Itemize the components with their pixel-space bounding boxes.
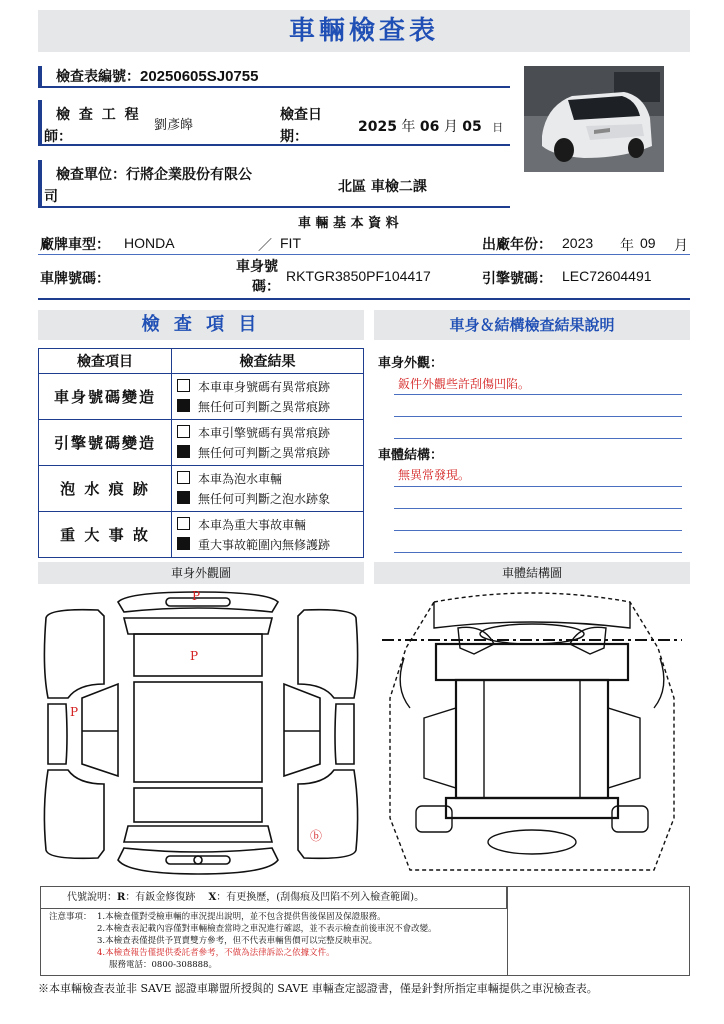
month-unit: 月 — [674, 237, 688, 253]
report-no-label: 檢查表編號： — [56, 69, 140, 85]
legend-x-key: X — [208, 892, 217, 903]
option-text: 本車引擎號碼有異常痕跡 — [198, 425, 331, 440]
report-no-row — [38, 66, 510, 88]
inspector-label-1: 檢 查 工 程 — [56, 107, 141, 123]
check-heading: 檢 查 項 目 — [38, 310, 364, 340]
note-item: 4.本檢查報告僅提供委託者參考，不做為法律訴訟之依據文件。 — [97, 948, 335, 958]
option-text: 本車車身號碼有異常痕跡 — [198, 379, 331, 394]
check-item-name: 車身號碼變造 — [39, 374, 172, 420]
note-line — [394, 416, 682, 417]
brand-label: 廠牌車型： — [40, 237, 110, 253]
option-text: 本車為泡水車輛 — [198, 471, 283, 486]
notes-label: 注意事項： — [49, 912, 92, 922]
check-row — [39, 374, 364, 420]
check-option[interactable] — [173, 535, 362, 555]
damage-mark: ⓑ — [310, 829, 323, 843]
unit-value-1: 行將企業股份有限公 — [126, 167, 252, 183]
check-row — [39, 512, 364, 558]
plate-label: 車牌號碼： — [40, 271, 110, 287]
brand-value: HONDA — [124, 235, 175, 251]
date-year: 2025 — [358, 119, 397, 135]
note-item: 3.本檢查表僅提供予買賣雙方參考，但不代表車輛售價可以完整反映車況。 — [97, 936, 378, 946]
check-item-name: 重 大 事 故 — [39, 512, 172, 558]
note-line — [394, 508, 682, 509]
structure-note: 無異常發現。 — [398, 468, 471, 482]
check-row — [39, 420, 364, 466]
engine-label: 引擎號碼： — [482, 271, 552, 287]
vin-value: RKTGR3850PF104417 — [286, 268, 431, 284]
model-sep: ／ — [258, 237, 272, 253]
check-option[interactable] — [173, 443, 362, 463]
exterior-diagram-title: 車身外觀圖 — [38, 562, 364, 584]
option-text: 無任何可判斷之異常痕跡 — [198, 399, 331, 414]
check-item-name: 泡 水 痕 跡 — [39, 466, 172, 512]
car-photo — [524, 66, 664, 172]
unit-value-2: 司 — [44, 189, 58, 205]
brand-row — [38, 232, 690, 255]
checkbox-checked[interactable] — [177, 399, 190, 412]
check-option[interactable] — [173, 515, 362, 535]
unit-branch: 北區 車檢二課 — [338, 179, 427, 195]
checkbox-empty[interactable] — [177, 379, 190, 392]
structure-diagram — [374, 588, 690, 880]
inspect-date — [358, 116, 503, 136]
option-text: 重大事故範圍內無修護跡 — [198, 537, 331, 552]
unit-row — [38, 160, 510, 208]
result-heading: 車身＆結構檢查結果說明 — [374, 310, 690, 340]
check-table — [38, 348, 364, 558]
notes-divider — [507, 887, 508, 975]
check-option[interactable] — [173, 489, 362, 509]
page-title: 車輛檢查表 — [288, 16, 439, 46]
note-line — [394, 394, 682, 395]
note-item: 1.本檢查僅對受檢車輛的車況提出說明，並不包含提供售後保固及保證服務。 — [97, 912, 386, 922]
option-text: 本車為重大事故車輛 — [198, 517, 307, 532]
unit-label-line — [56, 164, 252, 184]
legend-r-key: R — [117, 892, 126, 903]
note-line — [394, 486, 682, 487]
check-row — [39, 466, 364, 512]
structure-diagram-title: 車體結構圖 — [374, 562, 690, 584]
check-option[interactable] — [173, 397, 362, 417]
damage-mark: P — [70, 705, 79, 719]
legend-row — [41, 887, 507, 909]
legend-r-text: ：有鈑金修復跡 — [125, 892, 196, 903]
check-option[interactable] — [173, 377, 362, 397]
exterior-label: 車身外觀： — [378, 356, 444, 371]
inspector-row — [38, 100, 510, 146]
service-phone: 服務電話：0800-308888。 — [109, 960, 217, 970]
check-table-header — [39, 349, 364, 374]
unit-label: 檢查單位： — [56, 167, 126, 183]
engine-value: LEC72604491 — [562, 268, 652, 284]
date-month: 06 — [419, 119, 440, 135]
check-item-result — [172, 374, 364, 420]
checkbox-empty[interactable] — [177, 425, 190, 438]
check-item-result — [172, 420, 364, 466]
damage-mark: P — [192, 589, 201, 603]
check-item-result — [172, 512, 364, 558]
structure-label: 車體結構： — [378, 448, 444, 463]
date-month-unit: 月 — [443, 119, 458, 135]
checkbox-checked[interactable] — [177, 445, 190, 458]
inspector-name: 劉彥皞 — [154, 118, 194, 133]
col-result: 檢查結果 — [172, 349, 364, 374]
date-label-1: 檢查日 — [280, 107, 322, 123]
footer-disclaimer: ※本車輛檢查表並非 SAVE 認證車聯盟所授與的 SAVE 車輛查定認證書，僅是針對所指定車輛提供之車況檢查表。 — [38, 982, 598, 995]
year-unit: 年 — [620, 237, 634, 253]
col-item: 檢查項目 — [39, 349, 172, 374]
title-bar — [38, 10, 690, 52]
note-line — [394, 530, 682, 531]
date-day-unit: 日 — [492, 121, 504, 134]
report-no-value: 20250605SJ0755 — [140, 68, 259, 85]
vin-label-1: 車身號 — [236, 259, 278, 275]
check-item-name: 引擎號碼變造 — [39, 420, 172, 466]
date-year-unit: 年 — [401, 119, 416, 135]
check-option[interactable] — [173, 469, 362, 489]
inspector-label-2: 師： — [44, 129, 72, 145]
legend-prefix: 代號說明： — [67, 892, 117, 903]
note-item: 2.本檢查表記載內容僅對車輛檢查當時之車況進行確認，並不表示檢查前後車況不會改變。 — [97, 924, 437, 934]
date-label-2: 期： — [280, 129, 308, 145]
vin-label-2: 碼： — [252, 279, 280, 295]
checkbox-checked[interactable] — [177, 491, 190, 504]
checkbox-empty[interactable] — [177, 471, 190, 484]
option-text: 無任何可判斷之泡水跡象 — [198, 491, 331, 506]
check-item-result — [172, 466, 364, 512]
notes-box — [40, 886, 690, 976]
basic-heading: 車 輛 基 本 資 料 — [298, 216, 399, 231]
legend-x-text: ：有更換歷，(刮傷痕及凹陷不列入檢查範圍)。 — [216, 892, 425, 903]
damage-mark: P — [190, 649, 199, 663]
month-value: 09 — [640, 235, 656, 251]
year-value: 2023 — [562, 235, 594, 251]
model-value: FIT — [280, 235, 301, 251]
exterior-note: 鈑件外觀些許刮傷凹陷。 — [398, 377, 531, 391]
option-text: 無任何可判斷之異常痕跡 — [198, 445, 331, 460]
year-label: 出廠年份： — [482, 237, 552, 253]
checkbox-checked[interactable] — [177, 537, 190, 550]
plate-row — [38, 256, 690, 300]
checkbox-empty[interactable] — [177, 517, 190, 530]
check-option[interactable] — [173, 423, 362, 443]
date-day: 05 — [462, 119, 482, 135]
note-line — [394, 552, 682, 553]
exterior-diagram — [38, 588, 364, 880]
note-line — [394, 438, 682, 439]
